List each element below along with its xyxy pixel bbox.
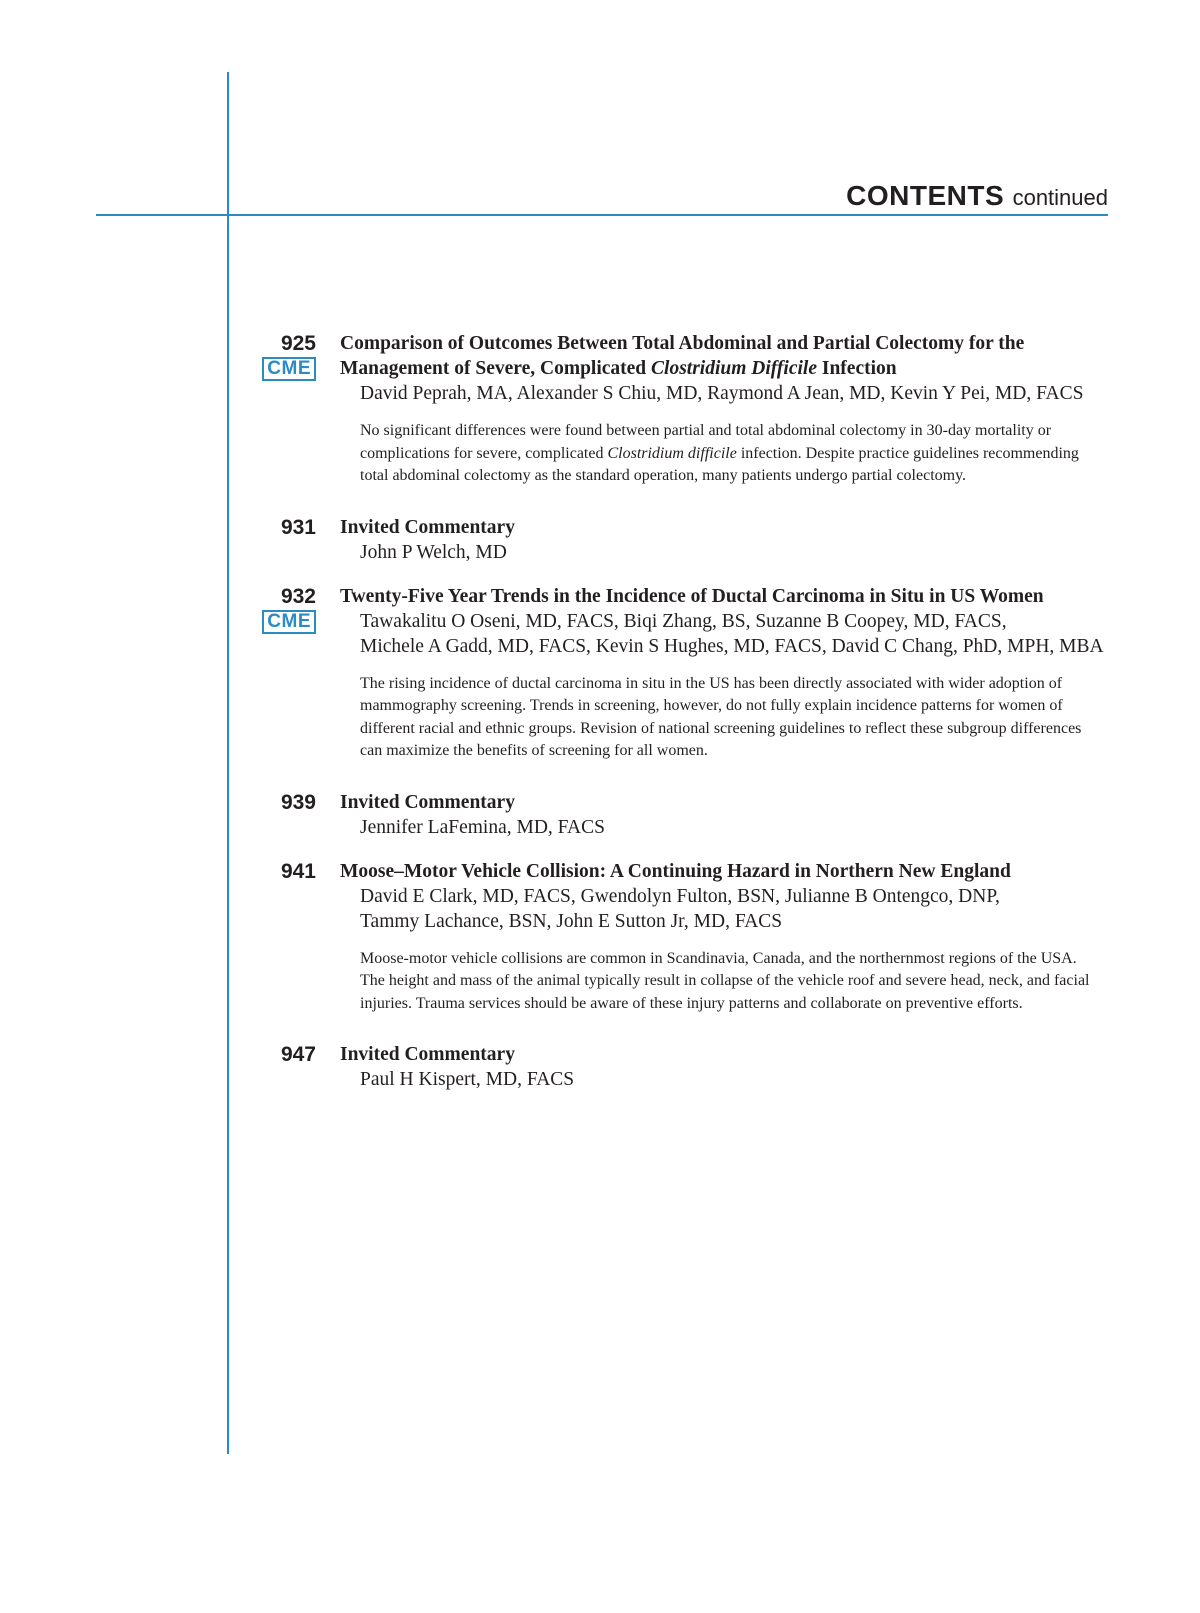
article-title[interactable]: Moose–Motor Vehicle Collision: A Continuing Hazard in Northern New England — [340, 860, 1011, 882]
contents-entry-931[interactable] — [240, 515, 1112, 565]
page-number: 941 — [280, 859, 316, 883]
abstract-italic: Clostridium difficile — [607, 444, 737, 462]
authors-line-2: Michele A Gadd, MD, FACS, Kevin S Hughes, MD, FACS, David C Chang, PhD, MPH, MBA — [360, 635, 1104, 657]
article-abstract: Moose-motor vehicle collisions are common in Scandinavia, Canada, and the northernmost regions of the USA. The height and mass of the animal typically result in collapse of the vehicle roof and severe head, neck, and facial injuries. Trauma services should be aware of these injury patterns and collaborate on preventive efforts. — [360, 949, 1090, 1012]
article-title[interactable]: Invited Commentary — [340, 516, 515, 538]
article-abstract: The rising incidence of ductal carcinoma in situ in the US has been directly associated with wider adoption of mammography screening. Trends in screening, however, do not fully explain incidence patterns for women of different racial and ethnic groups. Revision of national screening guidelines to reflect these subgroup differences can maximize the benefits of screening for all women. — [360, 674, 1082, 759]
authors-line-1: David E Clark, MD, FACS, Gwendolyn Fulton, BSN, Julianne B Ontengco, DNP, — [360, 885, 1000, 907]
authors-line-1: Tawakalitu O Oseni, MD, FACS, Biqi Zhang, BS, Suzanne B Coopey, MD, FACS, — [360, 610, 1007, 632]
contents-entry-941[interactable] — [240, 859, 1112, 1016]
contents-entry-932[interactable] — [240, 584, 1112, 763]
header-title: CONTENTS — [846, 180, 1005, 211]
page-header — [846, 180, 1108, 212]
article-title[interactable]: Invited Commentary — [340, 791, 515, 813]
contents-entry-939[interactable] — [240, 790, 1112, 840]
page-column — [240, 859, 316, 884]
article-authors: Paul H Kispert, MD, FACS — [360, 1069, 575, 1090]
spacer — [240, 565, 1112, 584]
page-number: 947 — [280, 1043, 316, 1066]
page-number: 931 — [280, 515, 316, 539]
page-column — [240, 331, 316, 381]
article-title[interactable]: Invited Commentary — [340, 1044, 515, 1065]
header-rule — [96, 214, 1108, 216]
contents-list — [240, 331, 1112, 1092]
article-authors — [340, 609, 1112, 659]
title-line-2-pre: Management of Severe, Complicated — [340, 358, 652, 379]
article-authors: David Peprah, MA, Alexander S Chiu, MD, Raymond A Jean, MD, Kevin Y Pei, MD, FACS — [360, 383, 1084, 404]
page-number: 939 — [280, 790, 316, 814]
contents-entry-925[interactable] — [240, 331, 1112, 488]
spacer — [240, 763, 1112, 790]
cme-badge: CME — [262, 610, 316, 634]
abstract-pre: No significant differences were found between partial and total abdominal colectomy in 30-day mortality or complications for severe, complicated — [360, 422, 1052, 462]
page-column — [240, 1042, 316, 1067]
page-number: 925 — [280, 332, 316, 355]
spacer — [240, 488, 1112, 515]
article-authors — [340, 884, 1112, 934]
cme-badge: CME — [262, 357, 316, 381]
abstract-post: infection. Despite practice guidelines recommending total abdominal colectomy as the standard operation, many patients undergo partial colectomy. — [360, 444, 1079, 484]
authors-line-2: Tammy Lachance, BSN, John E Sutton Jr, MD, FACS — [360, 910, 783, 932]
article-abstract — [340, 420, 1102, 488]
spacer — [240, 840, 1112, 859]
header-continued: continued — [1012, 185, 1108, 210]
spacer — [240, 1015, 1112, 1042]
page-number: 932 — [280, 584, 316, 608]
vertical-rule — [227, 72, 229, 1454]
title-line-1: Comparison of Outcomes Between Total Abdominal and Partial Colectomy for the — [340, 333, 1025, 354]
page-column — [240, 790, 316, 815]
title-line-2-italic: Clostridium Difficile — [651, 358, 817, 379]
page-column — [240, 584, 316, 634]
article-title[interactable]: Twenty-Five Year Trends in the Incidence of Ductal Carcinoma in Situ in US Women — [340, 585, 1044, 607]
article-title[interactable] — [340, 331, 1112, 381]
article-authors: John P Welch, MD — [360, 541, 507, 563]
page-column — [240, 515, 316, 540]
title-line-2-post: Infection — [816, 358, 897, 379]
contents-entry-947[interactable] — [240, 1042, 1112, 1092]
article-authors: Jennifer LaFemina, MD, FACS — [360, 816, 605, 838]
